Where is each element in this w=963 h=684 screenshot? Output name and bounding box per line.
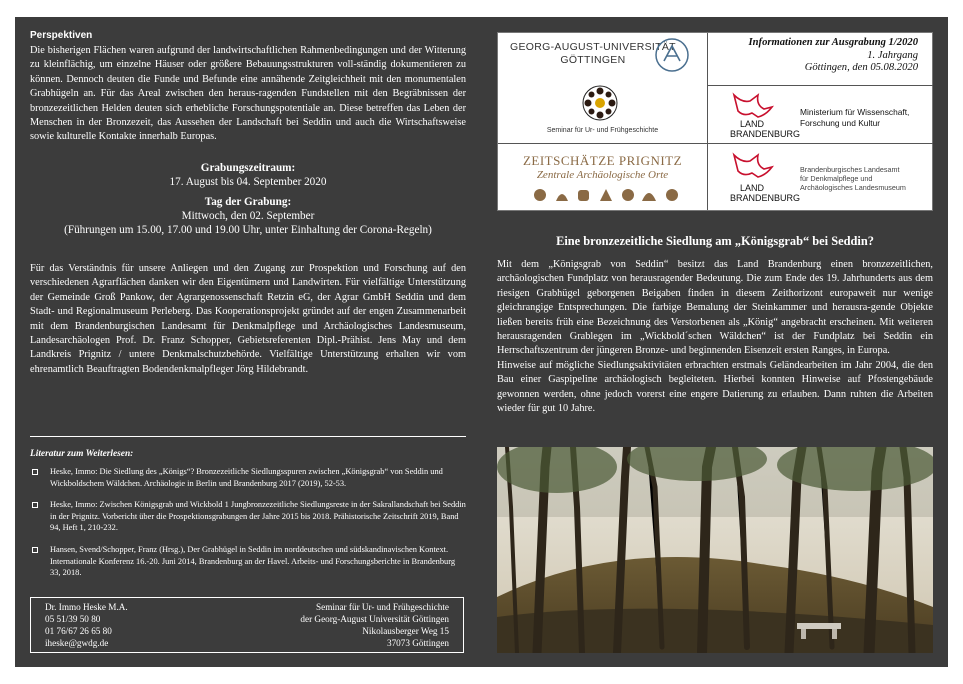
contact-person <box>45 601 128 649</box>
contact-mobile: 01 76/67 26 65 80 <box>45 626 112 636</box>
grabungszeitraum-label: Grabungszeitraum: <box>200 161 296 174</box>
literatur-item: Heske, Immo: Die Siedlung des „Königs“? Bronzezeitliche Siedlungsspuren zwischen „Königsgrab“ von Seddin und Wickboldschem Wäldchen. Archäologie in Berlin und Brandenburg 2017 (2019), 52-53. <box>30 466 466 489</box>
contact-box <box>30 597 464 653</box>
contact-address: Seminar für Ur- und Frühgeschichte der Georg-August Universität Göttingen Nikolausberger Weg 15 37073 Göttingen <box>300 602 449 648</box>
logo-box <box>497 32 933 211</box>
seminar-logo-icon <box>580 83 620 123</box>
forest-mound-photo <box>497 447 933 653</box>
literatur-item: Heske, Immo: Zwischen Königsgrab und Wickbold 1 Jungbronzezeitliche Siedlungsreste in der Sakrallandschaft bei Seddin in der Prignitz. Vorbericht über die Prospektionsgrabungen der Jahre 2015 bis 2018. Prähistorische Zeitschrift 2019, Band 94, Heft 1, 210-232. <box>30 499 466 534</box>
contact-name: Dr. Immo Heske M.A. <box>45 602 128 612</box>
university-logo-text: GEORG-AUGUST-UNIVERSITÄT GÖTTINGEN <box>510 41 676 66</box>
archaeology-icons <box>532 187 682 203</box>
fuehrungen-info: (Führungen um 15.00, 17.00 und 19.00 Uhr, unter Einhaltung der Corona-Regeln) <box>64 224 432 237</box>
right-text <box>497 258 933 416</box>
divider <box>30 436 466 437</box>
land-brandenburg-label: LAND BRANDENBURG <box>730 119 801 139</box>
zeitschaetze-subtitle: Zentrale Archäologische Orte <box>536 169 669 181</box>
landesamt-label: Brandenburgisches Landesamt für Denkmalpflege und Archäologisches Landesmuseum <box>800 165 906 192</box>
seminar-caption: Seminar für Ur- und Frühgeschichte <box>546 127 659 134</box>
info-place-date: Göttingen, den 05.08.2020 <box>804 62 918 74</box>
tag-der-grabung-value: Mittwoch, den 02. September <box>181 210 315 223</box>
perspektiven-text: Die bisherigen Flächen waren aufgrund der landwirtschaftlichen Rahmenbedingungen und der Witterung zu kleinflächig, um einzelne Häuser oder größere Bebauungsstrukturen voll-ständig dokumentieren zu können. Dennoch deuten die Funde und Befunde eine annähende Zeitgleichheit mit den monumentalen Grabhügeln an. Für das Areal zwischen den heraus-ragenden Fundstellen mit den Begräbnissen der bronzezeitlichen Helden deuten sich erhebliche Forschungspotentiale an. Diese betreffen das Leben der Menschen in der Bronzezeit, das Aussehen der Landschaft bei Seddin und auch die Wirtschaftsweise sowie kulturelle Kontakte innerhalb Europas. <box>30 45 466 143</box>
contact-email[interactable]: iheske@gwdg.de <box>45 638 109 648</box>
bullet-icon <box>32 547 38 553</box>
info-year: 1. Jahrgang <box>867 49 918 61</box>
literatur-heading: Literatur zum Weiterlesen: <box>30 449 134 459</box>
grabungszeitraum-value: 17. August bis 04. September 2020 <box>169 176 327 189</box>
info-title: Informationen zur Ausgrabung 1/2020 <box>748 37 918 48</box>
tag-der-grabung-label: Tag der Grabung: <box>204 195 292 208</box>
perspektiven-heading: Perspektiven <box>30 30 93 41</box>
dank-text: Für das Verständnis für unsere Anliegen und den Zugang zur Prospektion und Forschung auf den verschiedenen Agrarflächen danken wir den Eigentümern und Landwirten. Für vielfältige Unterstützung der Gemeinde Groß Pankow, der Agrargenossenschaft Retzin eG, der Agrar GmbH Seddin und dem Stadt- und Regionalmuseum Perleberg. Das Kooperationsprojekt gründet auf der engen Zusammenarbeit mit dem Brandenburgischen Landesamt für Denkmalpflege und Archäologisches Landesmuseum, Landesarchäologen Prof. Dr. Franz Schopper, Gebietsreferenten Dipl.-Prähist. Jens May und dem Landkreis Prignitz / untere Denkmalschutzbehörde. Vielfältige Unterstützung erhalten wir vom ehrenamtlich Beauftragten Bodendenkmalpfleger Jörg Hildebrandt. <box>30 262 466 375</box>
zeitschaetze-title: ZEITSCHÄTZE PRIGNITZ <box>522 153 683 168</box>
university-emblem-icon <box>654 37 690 73</box>
ministerium-label: Ministerium für Wissenschaft, Forschung und Kultur <box>800 107 910 128</box>
intro-paragraph: Mit dem „Königsgrab von Seddin“ besitzt das Land Brandenburg einen bronzezeitlichen, archäologischen Fundplatz von herausragender Bedeutung. Die zum Ende des 19. Jahrhunderts aus dem riesigen Grabhügel geborgenen Beigaben finden in diesem Zeithorizont europaweit nur wenige gleichrangige Entsprechungen. Die farbige Bemalung der Steinkammer und herausra-gende Objekte ließen bereits früh eine Bezeichnung des Verstorbenen als „König“ angebracht erscheinen. Mit weiteren herausragenden Grablegen im „Wickbold´schen Wäldchen“ ist der Fundplatz bei Seddin ein Herrschaftszentrum der jüngeren Bronze- und beginnenden Eisenzeit ersten Ranges, in Europa. <box>497 259 933 357</box>
info-header <box>712 37 918 75</box>
bullet-icon <box>32 469 38 475</box>
main-headline: Eine bronzezeitliche Siedlung am „Königsgrab“ bei Seddin? <box>556 234 874 248</box>
left-column <box>30 30 466 377</box>
literatur-item: Hansen, Svend/Schopper, Franz (Hrsg.), Der Grabhügel in Seddin im norddeutschen und südskandinavischen Kontext. Internationale Konferenz 16.-20. Juni 2014, Brandenburg an der Havel. Arbeits- und Forschungsberichte in Brandenburg 33, 2018. <box>30 544 466 579</box>
bullet-icon <box>32 502 38 508</box>
siedlung-paragraph: Hinweise auf mögliche Siedlungsaktivitäten erbrachten erstmals Geländearbeiten im Jahr 2004, die den Bau einer Gaspipeline archäologisch begleiteten. Hierbei konnten Hinweise auf Pfostengebäude gewonnen werden, ohne jedoch vorerst eine engere Datierung zu erlauben. Dann ruhten die Arbeiten wieder für gut 10 Jahre. <box>497 359 933 415</box>
contact-phone: 05 51/39 50 80 <box>45 614 101 624</box>
land-brandenburg-label: LAND BRANDENBURG <box>730 183 801 203</box>
